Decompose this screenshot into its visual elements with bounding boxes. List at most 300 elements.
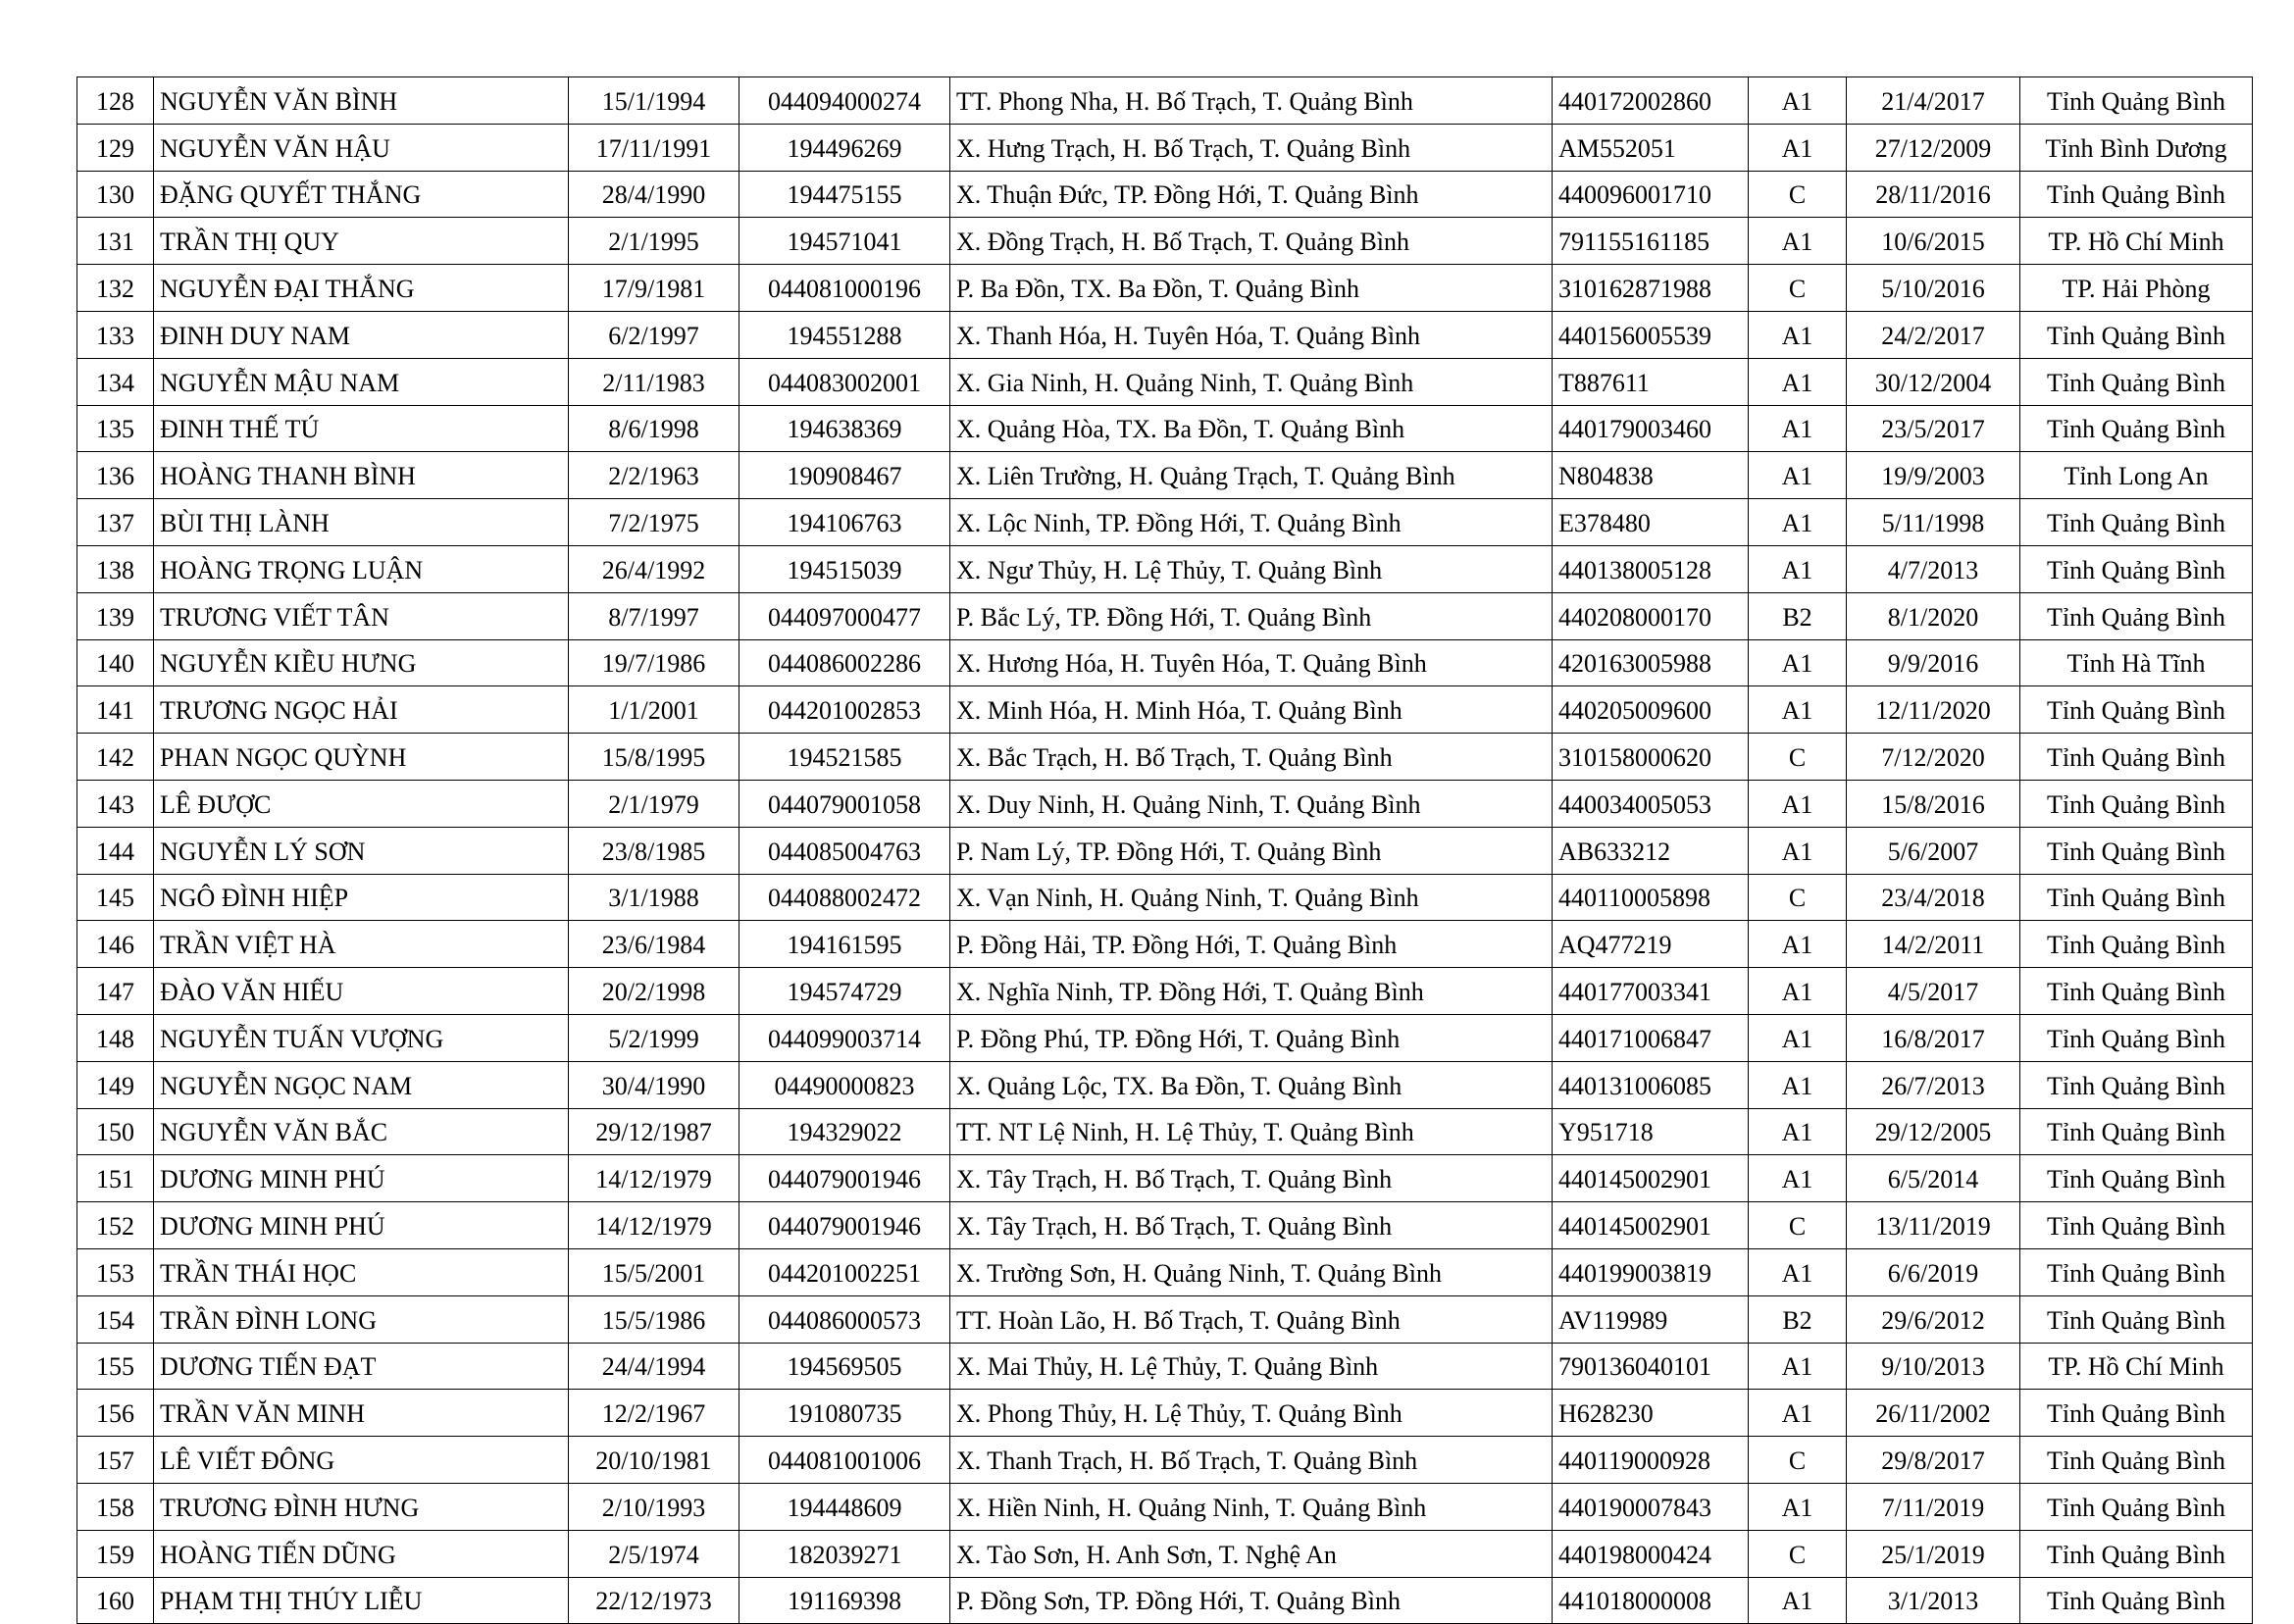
address-cell: X. Phong Thủy, H. Lệ Thủy, T. Quảng Bình [950,1390,1553,1437]
row-number-cell: 140 [77,639,154,686]
issue-date-cell: 30/12/2004 [1847,358,2020,405]
full-name-cell: HOÀNG TIẾN DŨNG [154,1530,569,1577]
issue-date-cell: 4/7/2013 [1847,545,2020,592]
id-number-cell: 191169398 [739,1577,950,1624]
license-class-cell: A1 [1749,218,1847,265]
id-number-cell: 044079001946 [739,1202,950,1249]
address-cell: X. Minh Hóa, H. Minh Hóa, T. Quảng Bình [950,686,1553,734]
table-row [77,686,2253,734]
license-number-cell: 440119000928 [1553,1437,1749,1484]
id-number-cell: 044079001946 [739,1155,950,1202]
license-number-cell: 310162871988 [1553,265,1749,312]
table-row [77,452,2253,499]
row-number-cell: 150 [77,1108,154,1155]
license-number-cell: AM552051 [1553,124,1749,171]
issue-date-cell: 9/9/2016 [1847,639,2020,686]
address-cell: X. Vạn Ninh, H. Quảng Ninh, T. Quảng Bình [950,874,1553,921]
issue-date-cell: 3/1/2013 [1847,1577,2020,1624]
date-of-birth-cell: 28/4/1990 [569,171,739,218]
table-row [77,592,2253,639]
id-number-cell: 194574729 [739,968,950,1015]
id-number-cell: 194569505 [739,1343,950,1390]
issue-place-cell: Tỉnh Quảng Bình [2020,545,2253,592]
address-cell: P. Đồng Hải, TP. Đồng Hới, T. Quảng Bình [950,921,1553,968]
id-number-cell: 194475155 [739,171,950,218]
license-number-cell: 420163005988 [1553,639,1749,686]
license-class-cell: A1 [1749,1577,1847,1624]
id-number-cell: 044081000196 [739,265,950,312]
id-number-cell: 194329022 [739,1108,950,1155]
license-number-cell: 440145002901 [1553,1155,1749,1202]
address-cell: X. Trường Sơn, H. Quảng Ninh, T. Quảng Bình [950,1248,1553,1295]
table-row [77,1061,2253,1108]
id-number-cell: 194106763 [739,499,950,546]
date-of-birth-cell: 5/2/1999 [569,1014,739,1061]
date-of-birth-cell: 29/12/1987 [569,1108,739,1155]
id-number-cell: 044086000573 [739,1295,950,1343]
full-name-cell: PHẠM THỊ THÚY LIỄU [154,1577,569,1624]
issue-place-cell: Tỉnh Quảng Bình [2020,405,2253,452]
full-name-cell: NGUYỄN VĂN BÌNH [154,77,569,125]
row-number-cell: 129 [77,124,154,171]
issue-date-cell: 28/11/2016 [1847,171,2020,218]
row-number-cell: 160 [77,1577,154,1624]
table-row [77,639,2253,686]
issue-place-cell: Tỉnh Quảng Bình [2020,1295,2253,1343]
table-row [77,124,2253,171]
date-of-birth-cell: 14/12/1979 [569,1202,739,1249]
id-number-cell: 044079001058 [739,780,950,827]
row-number-cell: 154 [77,1295,154,1343]
full-name-cell: ĐINH DUY NAM [154,311,569,358]
license-class-cell: A1 [1749,405,1847,452]
issue-date-cell: 26/11/2002 [1847,1390,2020,1437]
date-of-birth-cell: 19/7/1986 [569,639,739,686]
id-number-cell: 044083002001 [739,358,950,405]
address-cell: P. Bắc Lý, TP. Đồng Hới, T. Quảng Bình [950,592,1553,639]
id-number-cell: 194638369 [739,405,950,452]
date-of-birth-cell: 6/2/1997 [569,311,739,358]
table-row [77,1390,2253,1437]
license-number-cell: 440110005898 [1553,874,1749,921]
date-of-birth-cell: 22/12/1973 [569,1577,739,1624]
issue-place-cell: Tỉnh Quảng Bình [2020,171,2253,218]
id-number-cell: 044201002251 [739,1248,950,1295]
table-row [77,827,2253,874]
license-number-cell: 441018000008 [1553,1577,1749,1624]
address-cell: TT. Phong Nha, H. Bố Trạch, T. Quảng Bình [950,77,1553,125]
license-number-cell: 440145002901 [1553,1202,1749,1249]
issue-date-cell: 6/5/2014 [1847,1155,2020,1202]
license-class-cell: A1 [1749,921,1847,968]
issue-date-cell: 4/5/2017 [1847,968,2020,1015]
table-row [77,1248,2253,1295]
license-class-cell: A1 [1749,311,1847,358]
license-class-cell: C [1749,1202,1847,1249]
license-class-cell: A1 [1749,1061,1847,1108]
issue-date-cell: 27/12/2009 [1847,124,2020,171]
address-cell: X. Gia Ninh, H. Quảng Ninh, T. Quảng Bình [950,358,1553,405]
license-number-cell: 310158000620 [1553,734,1749,781]
full-name-cell: NGUYỄN TUẤN VƯỢNG [154,1014,569,1061]
full-name-cell: HOÀNG THANH BÌNH [154,452,569,499]
license-class-cell: B2 [1749,1295,1847,1343]
full-name-cell: ĐÀO VĂN HIẾU [154,968,569,1015]
row-number-cell: 144 [77,827,154,874]
address-cell: X. Thuận Đức, TP. Đồng Hới, T. Quảng Bình [950,171,1553,218]
address-cell: X. Tây Trạch, H. Bố Trạch, T. Quảng Bình [950,1202,1553,1249]
row-number-cell: 146 [77,921,154,968]
row-number-cell: 145 [77,874,154,921]
issue-date-cell: 6/6/2019 [1847,1248,2020,1295]
date-of-birth-cell: 15/5/1986 [569,1295,739,1343]
id-number-cell: 182039271 [739,1530,950,1577]
address-cell: X. Hương Hóa, H. Tuyên Hóa, T. Quảng Bình [950,639,1553,686]
license-class-cell: A1 [1749,1248,1847,1295]
issue-date-cell: 7/12/2020 [1847,734,2020,781]
license-number-cell: Y951718 [1553,1108,1749,1155]
issue-place-cell: Tỉnh Quảng Bình [2020,1248,2253,1295]
full-name-cell: ĐINH THẾ TÚ [154,405,569,452]
row-number-cell: 137 [77,499,154,546]
id-number-cell: 194515039 [739,545,950,592]
license-class-cell: A1 [1749,1343,1847,1390]
date-of-birth-cell: 23/6/1984 [569,921,739,968]
license-class-cell: C [1749,265,1847,312]
date-of-birth-cell: 15/1/1994 [569,77,739,125]
table-row [77,1530,2253,1577]
issue-place-cell: TP. Hồ Chí Minh [2020,1343,2253,1390]
id-number-cell: 044094000274 [739,77,950,125]
date-of-birth-cell: 2/10/1993 [569,1483,739,1530]
table-row [77,1577,2253,1624]
id-number-cell: 194161595 [739,921,950,968]
license-class-cell: A1 [1749,968,1847,1015]
license-number-cell: 440096001710 [1553,171,1749,218]
issue-place-cell: Tỉnh Quảng Bình [2020,686,2253,734]
row-number-cell: 159 [77,1530,154,1577]
address-cell: X. Tào Sơn, H. Anh Sơn, T. Nghệ An [950,1530,1553,1577]
row-number-cell: 130 [77,171,154,218]
table-row [77,734,2253,781]
issue-date-cell: 13/11/2019 [1847,1202,2020,1249]
issue-date-cell: 23/5/2017 [1847,405,2020,452]
issue-date-cell: 25/1/2019 [1847,1530,2020,1577]
issue-place-cell: Tỉnh Quảng Bình [2020,1202,2253,1249]
license-class-cell: A1 [1749,358,1847,405]
date-of-birth-cell: 2/1/1979 [569,780,739,827]
table-row [77,171,2253,218]
date-of-birth-cell: 26/4/1992 [569,545,739,592]
issue-date-cell: 10/6/2015 [1847,218,2020,265]
issue-date-cell: 21/4/2017 [1847,77,2020,125]
full-name-cell: ĐẶNG QUYẾT THẮNG [154,171,569,218]
table-row [77,545,2253,592]
table-row [77,265,2253,312]
full-name-cell: TRẦN VĂN MINH [154,1390,569,1437]
date-of-birth-cell: 20/2/1998 [569,968,739,1015]
license-number-cell: 440198000424 [1553,1530,1749,1577]
id-number-cell: 191080735 [739,1390,950,1437]
table-row [77,1295,2253,1343]
full-name-cell: NGUYỄN ĐẠI THẮNG [154,265,569,312]
issue-date-cell: 19/9/2003 [1847,452,2020,499]
row-number-cell: 132 [77,265,154,312]
address-cell: X. Hiền Ninh, H. Quảng Ninh, T. Quảng Bình [950,1483,1553,1530]
row-number-cell: 155 [77,1343,154,1390]
license-class-cell: A1 [1749,1390,1847,1437]
issue-place-cell: Tỉnh Quảng Bình [2020,1390,2253,1437]
full-name-cell: NGUYỄN VĂN HẬU [154,124,569,171]
table-row [77,358,2253,405]
license-number-cell: E378480 [1553,499,1749,546]
address-cell: X. Thanh Hóa, H. Tuyên Hóa, T. Quảng Bình [950,311,1553,358]
date-of-birth-cell: 17/9/1981 [569,265,739,312]
address-cell: X. Duy Ninh, H. Quảng Ninh, T. Quảng Bình [950,780,1553,827]
table-row [77,968,2253,1015]
issue-place-cell: Tỉnh Quảng Bình [2020,921,2253,968]
row-number-cell: 135 [77,405,154,452]
issue-place-cell: Tỉnh Quảng Bình [2020,1483,2253,1530]
address-cell: P. Nam Lý, TP. Đồng Hới, T. Quảng Bình [950,827,1553,874]
full-name-cell: LÊ VIẾT ĐÔNG [154,1437,569,1484]
license-class-cell: C [1749,1530,1847,1577]
row-number-cell: 157 [77,1437,154,1484]
license-number-cell: 440199003819 [1553,1248,1749,1295]
license-number-cell: AQ477219 [1553,921,1749,968]
license-class-cell: C [1749,874,1847,921]
table-row [77,1437,2253,1484]
row-number-cell: 148 [77,1014,154,1061]
row-number-cell: 156 [77,1390,154,1437]
issue-place-cell: Tỉnh Quảng Bình [2020,358,2253,405]
license-number-cell: 791155161185 [1553,218,1749,265]
table-row [77,874,2253,921]
address-cell: X. Thanh Trạch, H. Bố Trạch, T. Quảng Bình [950,1437,1553,1484]
date-of-birth-cell: 1/1/2001 [569,686,739,734]
address-cell: X. Quảng Lộc, TX. Ba Đồn, T. Quảng Bình [950,1061,1553,1108]
row-number-cell: 128 [77,77,154,125]
row-number-cell: 158 [77,1483,154,1530]
issue-place-cell: Tỉnh Bình Dương [2020,124,2253,171]
row-number-cell: 151 [77,1155,154,1202]
address-cell: X. Mai Thủy, H. Lệ Thủy, T. Quảng Bình [950,1343,1553,1390]
issue-place-cell: Tỉnh Quảng Bình [2020,77,2253,125]
row-number-cell: 153 [77,1248,154,1295]
driver-license-table [76,76,2253,1624]
issue-date-cell: 9/10/2013 [1847,1343,2020,1390]
table-row [77,405,2253,452]
issue-place-cell: Tỉnh Quảng Bình [2020,1530,2253,1577]
date-of-birth-cell: 12/2/1967 [569,1390,739,1437]
date-of-birth-cell: 17/11/1991 [569,124,739,171]
issue-place-cell: Tỉnh Quảng Bình [2020,1108,2253,1155]
id-number-cell: 194521585 [739,734,950,781]
date-of-birth-cell: 7/2/1975 [569,499,739,546]
license-number-cell: H628230 [1553,1390,1749,1437]
issue-place-cell: Tỉnh Quảng Bình [2020,311,2253,358]
full-name-cell: NGÔ ĐÌNH HIỆP [154,874,569,921]
date-of-birth-cell: 3/1/1988 [569,874,739,921]
license-number-cell: 440034005053 [1553,780,1749,827]
table-row [77,499,2253,546]
issue-date-cell: 14/2/2011 [1847,921,2020,968]
license-class-cell: A1 [1749,1014,1847,1061]
issue-place-cell: Tỉnh Quảng Bình [2020,780,2253,827]
issue-date-cell: 29/8/2017 [1847,1437,2020,1484]
license-class-cell: C [1749,171,1847,218]
full-name-cell: TRẦN VIỆT HÀ [154,921,569,968]
address-cell: X. Nghĩa Ninh, TP. Đồng Hới, T. Quảng Bình [950,968,1553,1015]
issue-place-cell: Tỉnh Quảng Bình [2020,1155,2253,1202]
full-name-cell: DƯƠNG MINH PHÚ [154,1155,569,1202]
date-of-birth-cell: 30/4/1990 [569,1061,739,1108]
table-row [77,1202,2253,1249]
license-class-cell: C [1749,1437,1847,1484]
id-number-cell: 044081001006 [739,1437,950,1484]
full-name-cell: NGUYỄN KIỀU HƯNG [154,639,569,686]
full-name-cell: HOÀNG TRỌNG LUẬN [154,545,569,592]
issue-place-cell: Tỉnh Quảng Bình [2020,1577,2253,1624]
address-cell: P. Đồng Phú, TP. Đồng Hới, T. Quảng Bình [950,1014,1553,1061]
full-name-cell: LÊ ĐƯỢC [154,780,569,827]
full-name-cell: DƯƠNG TIẾN ĐẠT [154,1343,569,1390]
full-name-cell: TRƯƠNG NGỌC HẢI [154,686,569,734]
row-number-cell: 152 [77,1202,154,1249]
full-name-cell: NGUYỄN MẬU NAM [154,358,569,405]
license-number-cell: 790136040101 [1553,1343,1749,1390]
license-number-cell: 440190007843 [1553,1483,1749,1530]
date-of-birth-cell: 24/4/1994 [569,1343,739,1390]
issue-place-cell: Tỉnh Quảng Bình [2020,874,2253,921]
issue-place-cell: Tỉnh Quảng Bình [2020,827,2253,874]
issue-date-cell: 16/8/2017 [1847,1014,2020,1061]
issue-place-cell: Tỉnh Quảng Bình [2020,1014,2253,1061]
row-number-cell: 139 [77,592,154,639]
license-class-cell: A1 [1749,686,1847,734]
row-number-cell: 136 [77,452,154,499]
issue-date-cell: 5/11/1998 [1847,499,2020,546]
id-number-cell: 04490000823 [739,1061,950,1108]
table-body [77,77,2253,1624]
full-name-cell: TRƯƠNG VIẾT TÂN [154,592,569,639]
issue-place-cell: Tỉnh Quảng Bình [2020,1061,2253,1108]
issue-date-cell: 5/10/2016 [1847,265,2020,312]
date-of-birth-cell: 2/11/1983 [569,358,739,405]
license-number-cell: 440138005128 [1553,545,1749,592]
license-class-cell: A1 [1749,639,1847,686]
full-name-cell: BÙI THỊ LÀNH [154,499,569,546]
table-row [77,77,2253,125]
issue-place-cell: Tỉnh Quảng Bình [2020,1437,2253,1484]
license-class-cell: A1 [1749,545,1847,592]
address-cell: X. Liên Trường, H. Quảng Trạch, T. Quảng Bình [950,452,1553,499]
license-number-cell: 440179003460 [1553,405,1749,452]
id-number-cell: 044085004763 [739,827,950,874]
table-row [77,1343,2253,1390]
license-number-cell: AB633212 [1553,827,1749,874]
address-cell: X. Tây Trạch, H. Bố Trạch, T. Quảng Bình [950,1155,1553,1202]
issue-date-cell: 24/2/2017 [1847,311,2020,358]
issue-date-cell: 23/4/2018 [1847,874,2020,921]
table-row [77,1014,2253,1061]
license-number-cell: 440171006847 [1553,1014,1749,1061]
id-number-cell: 190908467 [739,452,950,499]
issue-place-cell: TP. Hồ Chí Minh [2020,218,2253,265]
full-name-cell: PHAN NGỌC QUỲNH [154,734,569,781]
address-cell: X. Đồng Trạch, H. Bố Trạch, T. Quảng Bình [950,218,1553,265]
full-name-cell: TRẦN THỊ QUY [154,218,569,265]
issue-date-cell: 7/11/2019 [1847,1483,2020,1530]
address-cell: X. Lộc Ninh, TP. Đồng Hới, T. Quảng Bình [950,499,1553,546]
license-class-cell: A1 [1749,1483,1847,1530]
date-of-birth-cell: 20/10/1981 [569,1437,739,1484]
address-cell: X. Hưng Trạch, H. Bố Trạch, T. Quảng Bình [950,124,1553,171]
row-number-cell: 133 [77,311,154,358]
license-class-cell: B2 [1749,592,1847,639]
license-class-cell: C [1749,734,1847,781]
issue-place-cell: Tỉnh Hà Tĩnh [2020,639,2253,686]
issue-date-cell: 5/6/2007 [1847,827,2020,874]
table-row [77,921,2253,968]
license-class-cell: A1 [1749,780,1847,827]
address-cell: P. Đồng Sơn, TP. Đồng Hới, T. Quảng Bình [950,1577,1553,1624]
license-number-cell: 440172002860 [1553,77,1749,125]
issue-date-cell: 8/1/2020 [1847,592,2020,639]
id-number-cell: 194551288 [739,311,950,358]
issue-place-cell: Tỉnh Quảng Bình [2020,734,2253,781]
row-number-cell: 141 [77,686,154,734]
table-row [77,1483,2253,1530]
date-of-birth-cell: 2/1/1995 [569,218,739,265]
issue-date-cell: 29/6/2012 [1847,1295,2020,1343]
issue-place-cell: TP. Hải Phòng [2020,265,2253,312]
issue-date-cell: 15/8/2016 [1847,780,2020,827]
date-of-birth-cell: 15/5/2001 [569,1248,739,1295]
address-cell: X. Bắc Trạch, H. Bố Trạch, T. Quảng Bình [950,734,1553,781]
date-of-birth-cell: 2/2/1963 [569,452,739,499]
license-class-cell: A1 [1749,124,1847,171]
address-cell: TT. Hoàn Lão, H. Bố Trạch, T. Quảng Bình [950,1295,1553,1343]
row-number-cell: 149 [77,1061,154,1108]
license-class-cell: A1 [1749,827,1847,874]
date-of-birth-cell: 8/6/1998 [569,405,739,452]
license-number-cell: 440208000170 [1553,592,1749,639]
issue-place-cell: Tỉnh Quảng Bình [2020,499,2253,546]
row-number-cell: 138 [77,545,154,592]
address-cell: X. Quảng Hòa, TX. Ba Đồn, T. Quảng Bình [950,405,1553,452]
license-number-cell: N804838 [1553,452,1749,499]
full-name-cell: TRẦN THÁI HỌC [154,1248,569,1295]
table-row [77,218,2253,265]
license-number-cell: 440205009600 [1553,686,1749,734]
date-of-birth-cell: 15/8/1995 [569,734,739,781]
issue-date-cell: 26/7/2013 [1847,1061,2020,1108]
id-number-cell: 044086002286 [739,639,950,686]
license-number-cell: AV119989 [1553,1295,1749,1343]
address-cell: X. Ngư Thủy, H. Lệ Thủy, T. Quảng Bình [950,545,1553,592]
license-number-cell: T887611 [1553,358,1749,405]
full-name-cell: TRƯƠNG ĐÌNH HƯNG [154,1483,569,1530]
full-name-cell: TRẦN ĐÌNH LONG [154,1295,569,1343]
license-class-cell: A1 [1749,452,1847,499]
issue-date-cell: 12/11/2020 [1847,686,2020,734]
license-number-cell: 440131006085 [1553,1061,1749,1108]
address-cell: P. Ba Đồn, TX. Ba Đồn, T. Quảng Bình [950,265,1553,312]
row-number-cell: 147 [77,968,154,1015]
table-row [77,1108,2253,1155]
id-number-cell: 044099003714 [739,1014,950,1061]
